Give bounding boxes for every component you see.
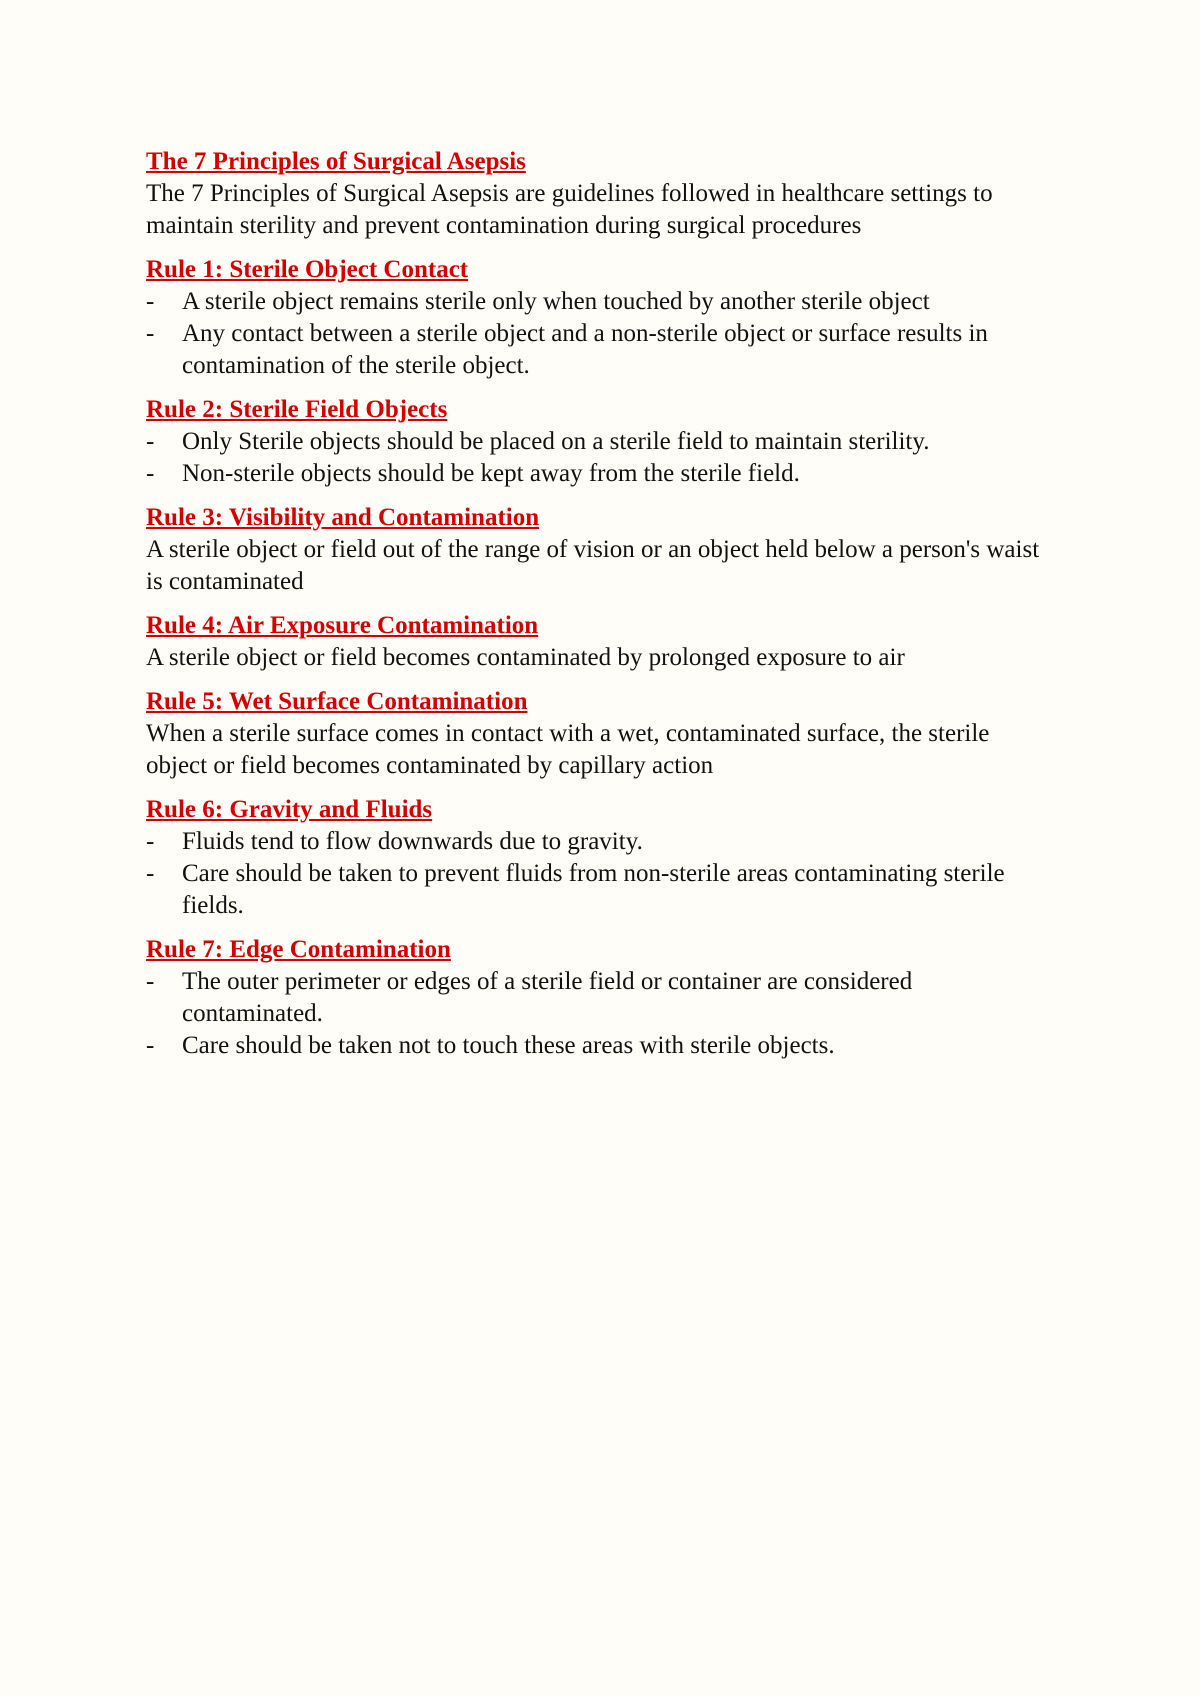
rule-1-section [146, 254, 1050, 382]
rule-6-section [146, 794, 1050, 922]
rule-heading: Rule 4: Air Exposure Contamination [146, 612, 539, 639]
bullet-dash: - [146, 1032, 155, 1059]
bullet-text: Care should be taken not to touch these areas with sterile objects. [182, 1032, 835, 1059]
intro-paragraph: The 7 Principles of Surgical Asepsis are guidelines followed in healthcare settings to maintain sterility and prevent contamination during surgical procedures [146, 180, 993, 239]
bullet-dash: - [146, 968, 155, 995]
list-item [146, 458, 1050, 490]
list-item [146, 318, 1050, 382]
rule-3-section [146, 502, 1050, 598]
bullet-list [146, 426, 1050, 490]
rule-heading: Rule 2: Sterile Field Objects [146, 396, 448, 423]
rule-text: A sterile object or field becomes contaminated by prolonged exposure to air [146, 644, 905, 671]
list-item [146, 286, 1050, 318]
list-item [146, 858, 1050, 922]
rule-text: A sterile object or field out of the range of vision or an object held below a person's waist is contaminated [146, 536, 1040, 595]
bullet-text: Only Sterile objects should be placed on a sterile field to maintain sterility. [182, 428, 930, 455]
rule-5-section [146, 686, 1050, 782]
list-item [146, 966, 1050, 1030]
bullet-dash: - [146, 428, 155, 455]
bullet-text: Care should be taken to prevent fluids from non-sterile areas contaminating sterile fields. [182, 860, 1005, 919]
bullet-dash: - [146, 828, 155, 855]
document-title: The 7 Principles of Surgical Asepsis [146, 148, 526, 175]
bullet-list [146, 966, 1050, 1062]
bullet-text: Any contact between a sterile object and a non-sterile object or surface results in contamination of the sterile object. [182, 320, 988, 379]
list-item [146, 426, 1050, 458]
bullet-list [146, 826, 1050, 922]
bullet-dash: - [146, 860, 155, 887]
rule-heading: Rule 3: Visibility and Contamination [146, 504, 540, 531]
bullet-text: Fluids tend to flow downwards due to gravity. [182, 828, 643, 855]
bullet-dash: - [146, 288, 155, 315]
bullet-text: A sterile object remains sterile only when touched by another sterile object [182, 288, 930, 315]
rule-4-section [146, 610, 1050, 674]
bullet-text: The outer perimeter or edges of a sterile field or container are considered contaminated. [182, 968, 913, 1027]
rule-heading: Rule 1: Sterile Object Contact [146, 256, 469, 283]
rule-2-section [146, 394, 1050, 490]
bullet-dash: - [146, 320, 155, 347]
bullet-dash: - [146, 460, 155, 487]
bullet-text: Non-sterile objects should be kept away from the sterile field. [182, 460, 800, 487]
list-item [146, 1030, 1050, 1062]
rule-heading: Rule 7: Edge Contamination [146, 936, 451, 963]
rule-7-section [146, 934, 1050, 1062]
bullet-list [146, 286, 1050, 382]
rule-text: When a sterile surface comes in contact with a wet, contaminated surface, the sterile object or field becomes contaminated by capillary action [146, 720, 990, 779]
list-item [146, 826, 1050, 858]
rule-heading: Rule 6: Gravity and Fluids [146, 796, 433, 823]
rule-heading: Rule 5: Wet Surface Contamination [146, 688, 528, 715]
